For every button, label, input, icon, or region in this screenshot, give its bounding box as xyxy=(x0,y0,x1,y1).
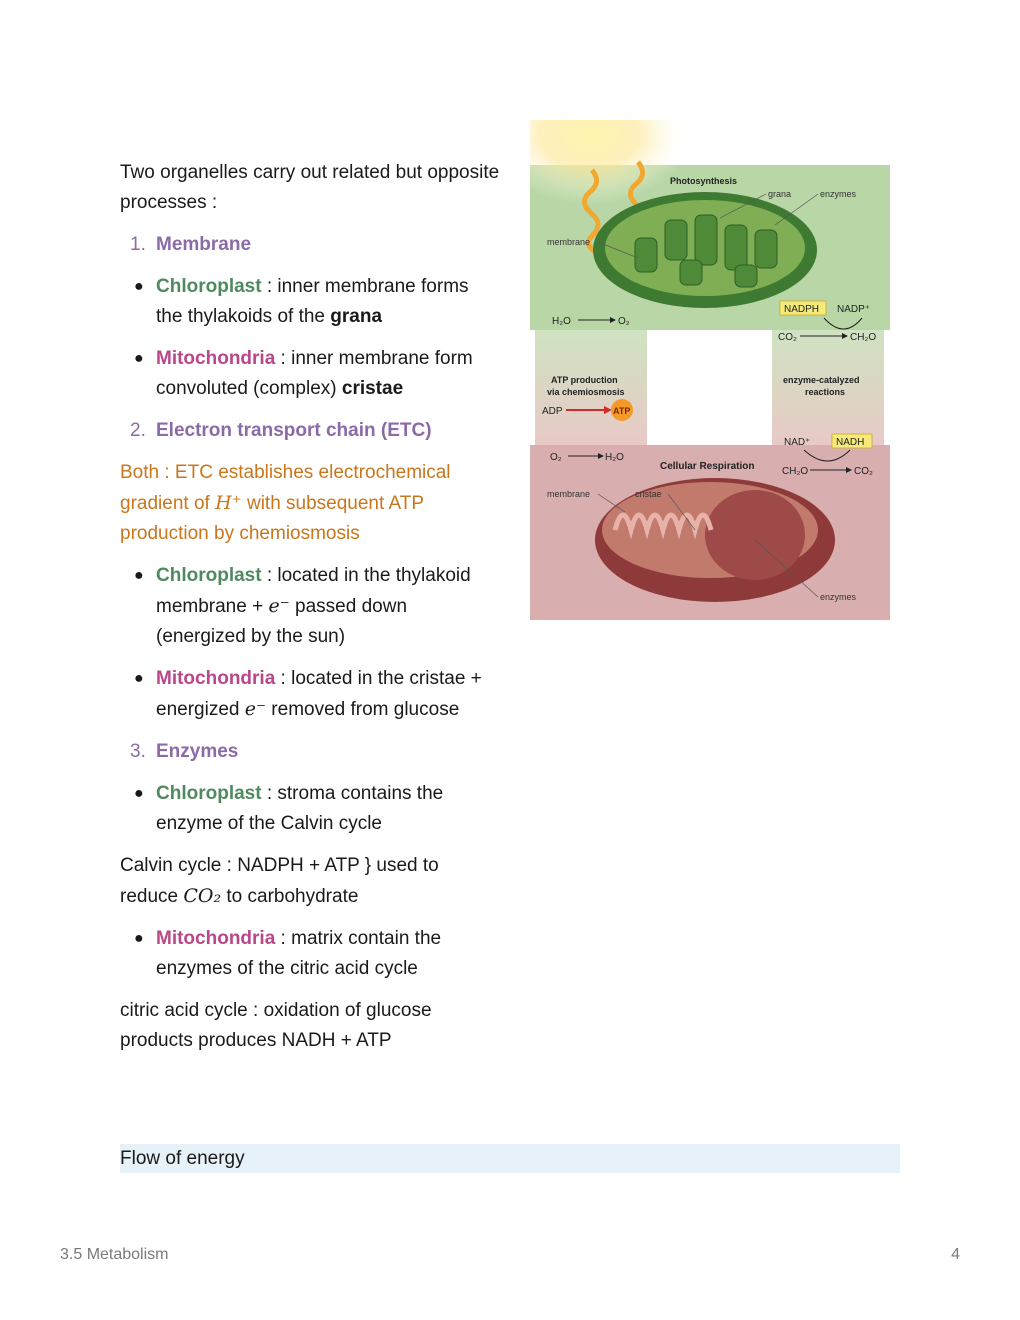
item-text: : inner membrane form convoluted (complex) xyxy=(156,348,473,399)
mitochondria-label: Mitochondria xyxy=(156,348,276,369)
cellular-respiration-label: Cellular Respiration xyxy=(660,461,755,472)
calvin-text xyxy=(120,851,500,912)
bullet-icon: ● xyxy=(134,350,144,367)
enzyme-catalyzed-label: enzyme-catalyzed xyxy=(783,375,860,385)
co2-label: CO₂ xyxy=(778,332,797,343)
bullet-icon: ● xyxy=(134,785,144,802)
item-text: : stroma contains the enzyme of the Calvin cycle xyxy=(156,783,444,834)
o2-label: O₂ xyxy=(618,316,630,327)
math-electron: e⁻ xyxy=(268,595,290,617)
list-item xyxy=(134,924,500,984)
atp-label: ATP xyxy=(613,406,631,416)
item-text: : matrix contain the enzymes of the citric acid cycle xyxy=(156,928,442,979)
section-title: Electron transport chain (ETC) xyxy=(156,420,432,441)
calvin-pre: Calvin cycle : NADPH + ATP } used to reduce xyxy=(120,855,439,907)
nad-label: NAD⁺ xyxy=(784,437,811,448)
chloroplast-label: Chloroplast xyxy=(156,565,262,586)
cristae-label: cristae xyxy=(635,489,662,499)
bullet-icon: ● xyxy=(134,567,144,584)
section-membrane xyxy=(130,230,500,260)
math-electron: e⁻ xyxy=(244,698,267,720)
list-item xyxy=(134,272,500,332)
list-item xyxy=(134,779,500,839)
math-co2: CO₂ xyxy=(183,885,222,907)
calvin-post: to carbohydrate xyxy=(221,886,359,907)
item-text: removed from glucose xyxy=(266,699,460,720)
organelle-figure xyxy=(530,120,890,620)
ch2o-resp-label: CH₂O xyxy=(782,466,809,477)
reactions-label: reactions xyxy=(805,387,846,397)
section-enzymes xyxy=(130,737,500,767)
bullet-icon: ● xyxy=(134,278,144,295)
footer-page-number: 4 xyxy=(951,1246,960,1263)
footer-section-title: 3.5 Metabolism xyxy=(60,1246,169,1263)
bullet-icon: ● xyxy=(134,670,144,687)
bullet-icon: ● xyxy=(134,930,144,947)
item-bold: cristae xyxy=(341,378,404,399)
list-item xyxy=(134,664,500,725)
content-column xyxy=(120,158,500,1068)
o2-resp-label: O₂ xyxy=(550,452,562,463)
grana-label: grana xyxy=(768,189,792,199)
section-title: Membrane xyxy=(156,234,252,255)
math-h-plus: H⁺ xyxy=(215,492,242,514)
enzymes-resp-label: enzymes xyxy=(820,592,857,602)
both-pre: Both : ETC establishes electrochemical gradient of xyxy=(120,462,451,514)
chloroplast-label: Chloroplast xyxy=(156,276,262,297)
list-item xyxy=(134,344,500,404)
flow-of-energy-heading: Flow of energy xyxy=(120,1144,900,1173)
section-number: 2. xyxy=(130,420,146,441)
item-bold: grana xyxy=(330,306,383,327)
chloroplast-label: Chloroplast xyxy=(156,783,262,804)
item-text: : located in the thylakoid membrane + xyxy=(156,565,471,617)
h2o-label: H₂O xyxy=(552,316,571,327)
ch2o-label: CH₂O xyxy=(850,332,877,343)
adp-label: ADP xyxy=(542,406,563,417)
photosynthesis-label: Photosynthesis xyxy=(670,176,738,186)
item-text: : located in the cristae + energized xyxy=(156,668,482,720)
item-text: passed down (energized by the sun) xyxy=(156,596,408,647)
nadp-label: NADP⁺ xyxy=(837,304,871,315)
enzymes-label: enzymes xyxy=(820,189,857,199)
section-number: 3. xyxy=(130,741,146,762)
citric-text: citric acid cycle : oxidation of glucose products produces NADH + ATP xyxy=(120,1000,432,1051)
both-text xyxy=(120,458,500,549)
intro-text: Two organelles carry out related but opposite processes : xyxy=(120,162,500,213)
mitochondria-label: Mitochondria xyxy=(156,928,276,949)
h2o-resp-label: H₂O xyxy=(605,452,624,463)
section-title: Enzymes xyxy=(156,741,239,762)
co2-resp-label: CO₂ xyxy=(854,466,873,477)
list-item xyxy=(134,561,500,652)
chemiosmosis-label: via chemiosmosis xyxy=(547,387,625,397)
section-etc xyxy=(130,416,500,446)
nadph-label: NADPH xyxy=(784,304,820,315)
both-post: with subsequent ATP production by chemiosmosis xyxy=(120,493,424,544)
membrane-label: membrane xyxy=(547,237,591,247)
membrane-resp-label: membrane xyxy=(547,489,591,499)
section-number: 1. xyxy=(130,234,146,255)
nadh-label: NADH xyxy=(836,437,865,448)
atp-production-label: ATP production xyxy=(551,375,618,385)
mitochondria-label: Mitochondria xyxy=(156,668,276,689)
item-text: : inner membrane forms the thylakoids of the xyxy=(156,276,469,327)
